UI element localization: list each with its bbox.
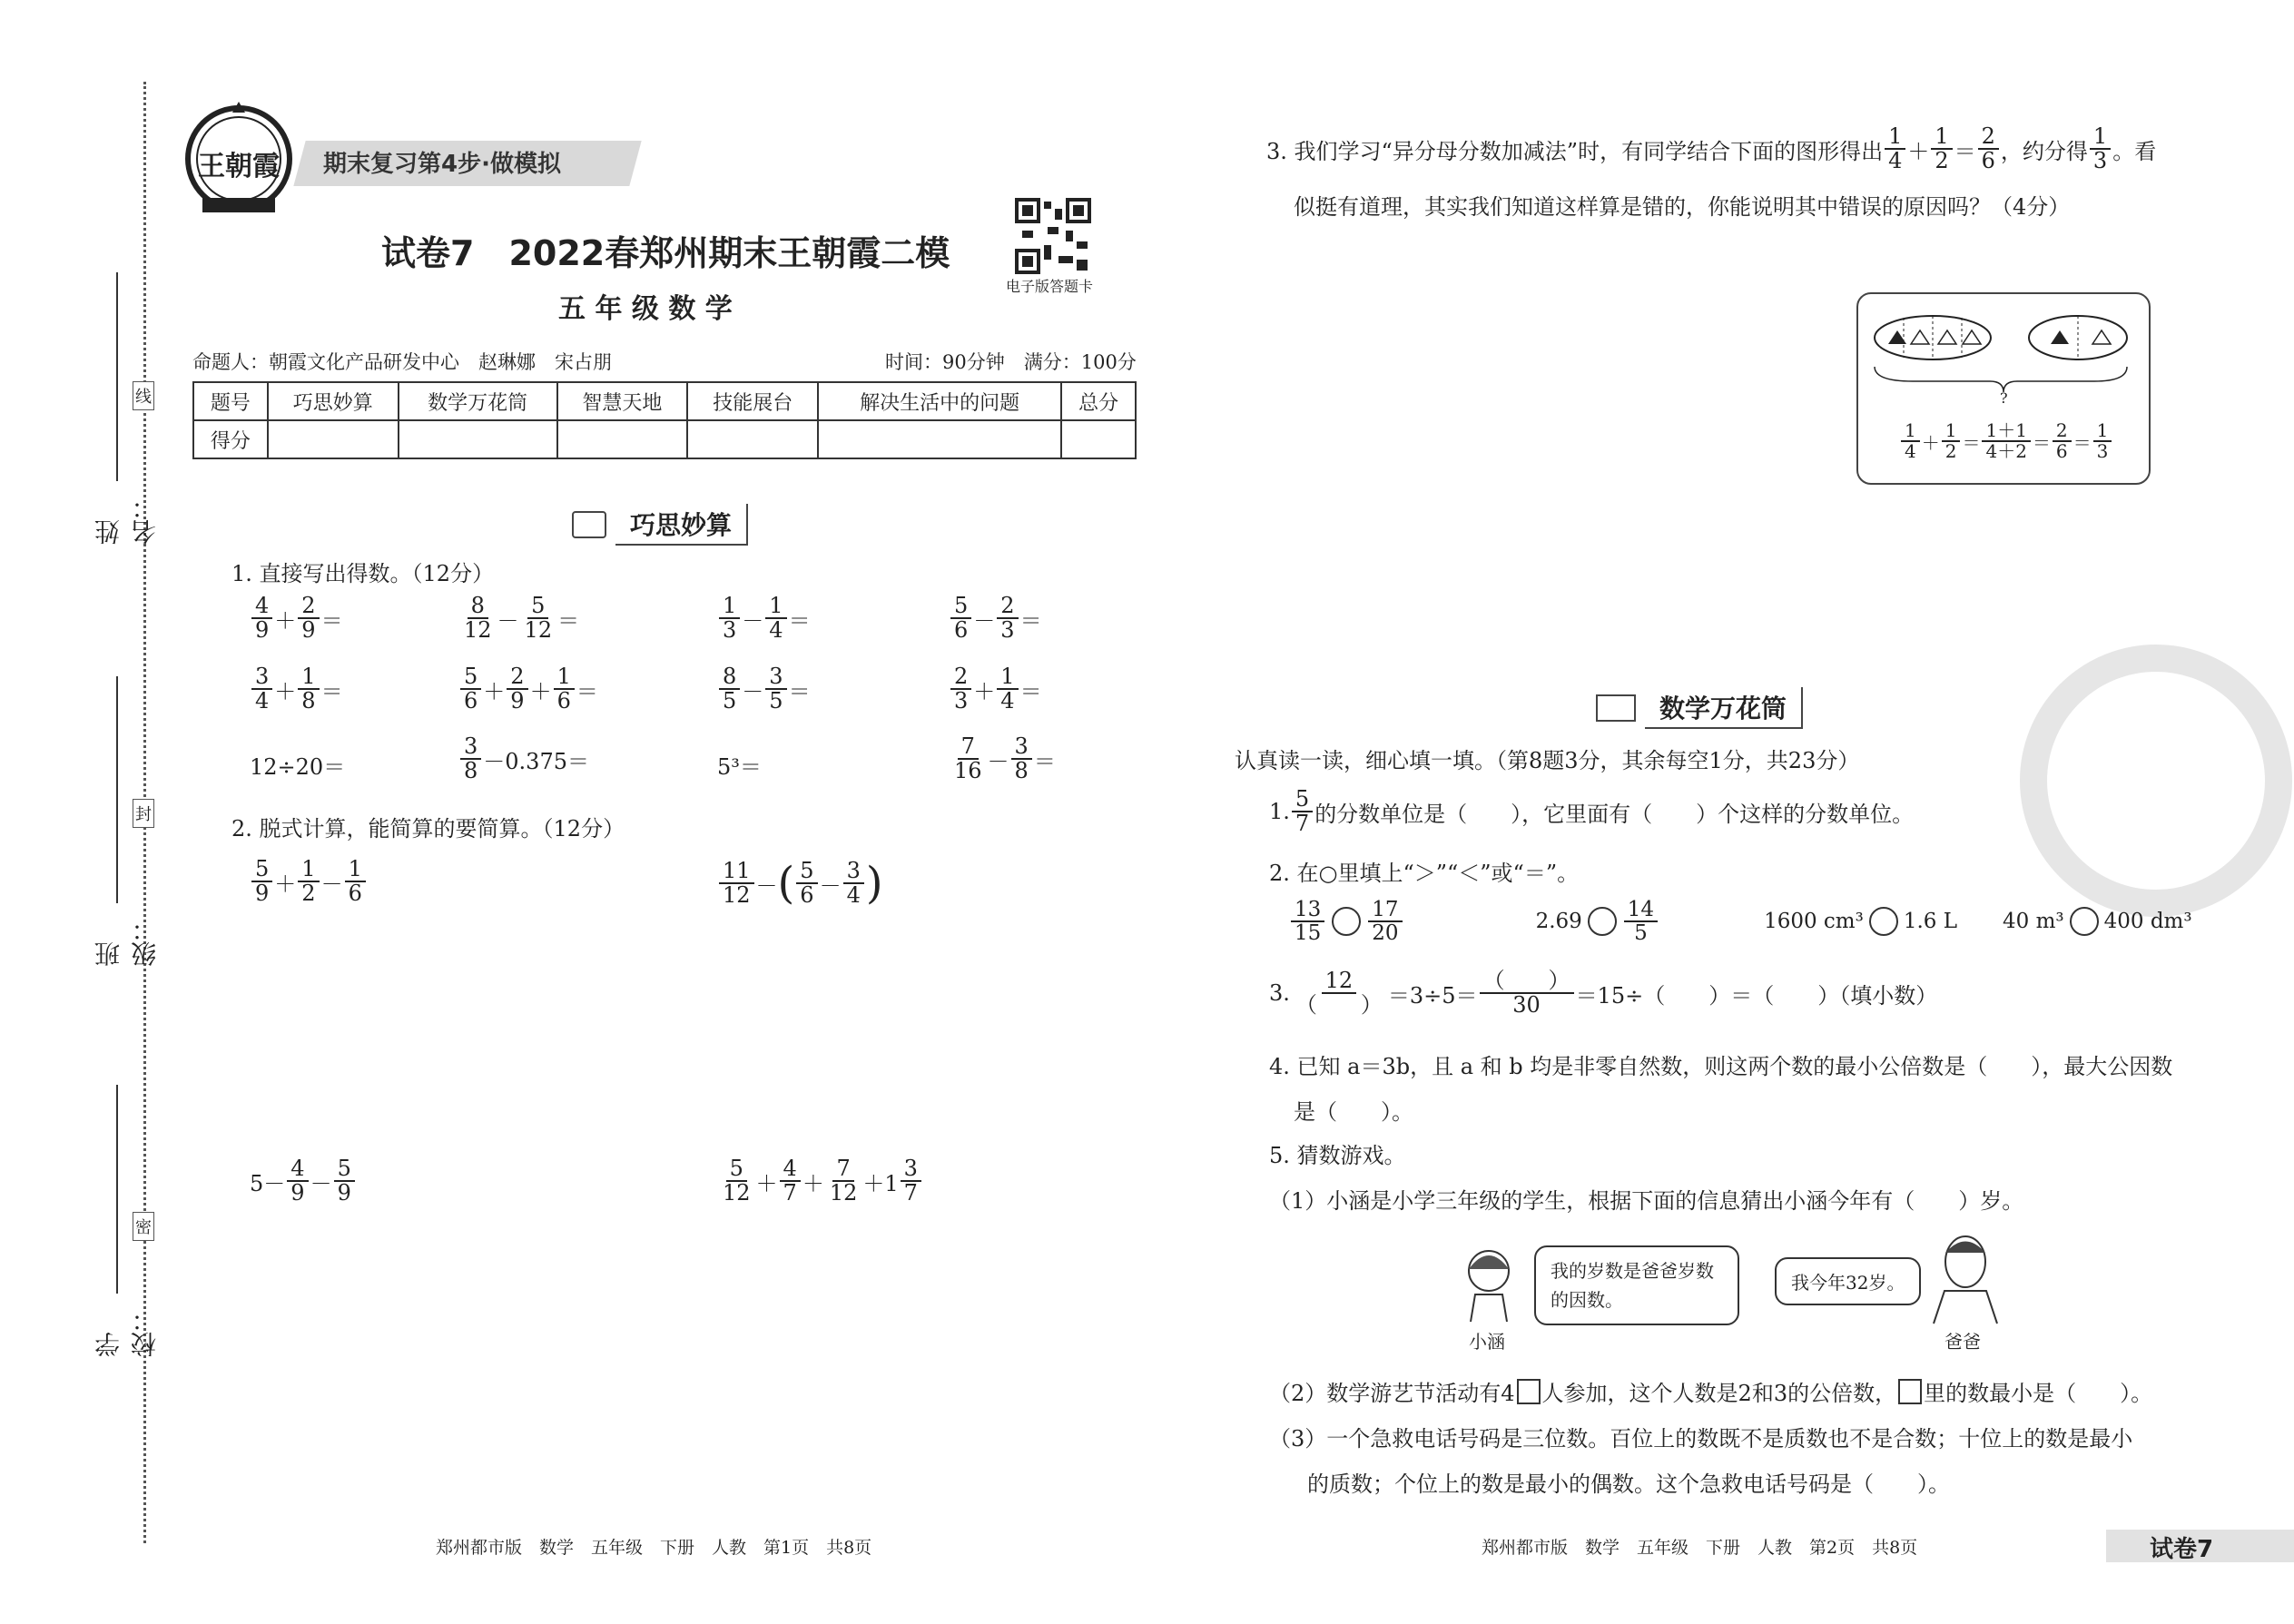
score-cell[interactable] [1061,420,1136,458]
section1-heading [572,504,748,546]
score-header: 题号 [193,382,268,420]
s2-q2: 2. 在○里填上“＞”“＜”或“＝”。 [1269,861,1580,886]
time-score: 时间：90分钟 满分：100分 [885,351,1137,373]
girl-bubble: 我的岁数是爸爸岁数的因数。 [1534,1245,1739,1325]
section2-intro: 认真读一读，细心填一填。（第8题3分，其余每空1分，共23分） [1235,748,1860,773]
s2-q5-2 [1269,1375,2152,1407]
school-field[interactable] [91,1085,160,1357]
class-label: 班级： [94,916,160,967]
calc-item: $\frac{5}{9}$ ＋ $\frac{1}{2}$ － $\frac{1}{6}$ [250,858,368,905]
page-title: 试卷7 2022春郑州期末王朝霞二模 [381,233,950,273]
q3-mid: ，约分得 [2000,138,2088,164]
q2-prompt: 2. 脱式计算，能简算的要简算。（12分） [231,816,625,842]
s2-q5-1: （1）小涵是小学三年级的学生，根据下面的信息猜出小涵今年有（ ）岁。 [1269,1188,2024,1214]
compare-value: 400 dm³ [2103,910,2192,934]
score-header: 数学万花筒 [399,382,557,420]
compare-circle[interactable] [2070,907,2099,936]
score-cell[interactable] [687,420,818,458]
s2-q4-line1: 4. 已知 a＝3b，且 a 和 b 均是非零自然数，则这两个数的最小公倍数是（ ），最大公因数 [1269,1054,2173,1079]
calc-item: $\frac{3}{4}$ ＋ $\frac{1}{8}$ ＝ [250,665,343,713]
score-header: 技能展台 [687,382,818,420]
s2-q3-text: ＝3÷5＝ [1387,982,1478,1009]
section1-title: 巧思妙算 [615,504,748,546]
figure-equation: $\frac{1}{4}$ ＋ $\frac{1}{2}$ ＝ $\frac{1+1}{4+2}$ ＝ $\frac{2}{6}$ ＝ $\frac{1}{3}$ [1899,421,2113,461]
q5-2-c: 里的数最小是（ ）。 [1924,1381,2153,1406]
s2-q3-tail: ＝15÷（ ）＝（ ）（填小数） [1575,982,1938,1009]
score-cell[interactable] [399,420,557,458]
step-label: 期末复习第4步·做模拟 [323,151,561,178]
s2-q5-3-line1: （3）一个急救电话号码是三位数。百位上的数既不是质数也不是合数；十位上的数是最小 [1269,1426,2133,1452]
score-header: 智慧天地 [557,382,688,420]
calc-item: $\frac{4}{9}$ ＋ $\frac{2}{9}$ ＝ [250,595,343,642]
score-cell[interactable] [268,420,399,458]
calc-item: $\frac{8}{12}$ － $\frac{5}{12}$ ＝ [464,593,580,644]
chat-icon [572,511,606,538]
mark-line: 线 [133,381,154,410]
compare-circle[interactable] [1332,907,1361,936]
girl-name: 小涵 [1469,1331,1505,1353]
calc-item: $\frac{1}{3}$ － $\frac{1}{4}$ ＝ [717,595,811,642]
compare-value: 1600 cm³ [1764,910,1864,934]
name-label: 姓名： [94,494,160,545]
calc-item: $\frac{2}{3}$ ＋ $\frac{1}{4}$ ＝ [949,665,1042,713]
compare-circle[interactable] [1588,907,1617,936]
score-table [192,381,1137,459]
score-header: 解决生活中的问题 [818,382,1061,420]
score-header: 总分 [1061,382,1136,420]
footer-tag: 试卷7 [2150,1536,2214,1563]
mark-seal: 封 [133,799,154,828]
calc-item: $\frac{3}{8}$ －0.375＝ [458,735,589,782]
s2-q1: 1. $\frac{5}{7}$ 的分数单位是（ ），它里面有（ ）个这样的分数单位。 [1269,786,1915,837]
blank-box[interactable] [1517,1379,1541,1404]
section2-heading [1596,687,1803,729]
brand-logo [180,100,298,218]
right-q3-line1: 3. 我们学习“异分母分数加减法”时，有同学结合下面的图形得出 $\frac{1}{4}$ ＋ $\frac{1}{2}$ ＝ $\frac{2}{6}$ ，约分得 $\frac{1}{3}$ 。看 [1266,123,2157,174]
qr-code-icon[interactable] [1015,198,1091,274]
s2-q3: 3. $\frac{12}{( )}$ ＝3÷5＝ $\frac{( )}{30}$ ＝15÷（ ）＝（ ）（填小数） [1269,968,1938,1019]
q1-prompt: 1. 直接写出得数。（12分） [231,561,495,586]
score-row-label: 得分 [193,420,268,458]
girl-avatar [1457,1242,1521,1324]
footer-right: 郑州都市版 数学 五年级 下册 人教 第2页 共8页 [1482,1538,1918,1558]
qr-caption: 电子版答题卡 [1006,278,1094,295]
calc-item: $\frac{8}{5}$ － $\frac{3}{5}$ ＝ [717,665,811,713]
page-subtitle: 五 年 级 数 学 [558,293,733,325]
calc-item: $\frac{5}{6}$ － $\frac{2}{3}$ ＝ [949,595,1042,642]
calc-item: $\frac{5}{6}$ ＋ $\frac{2}{9}$ ＋ $\frac{1}{6}$ ＝ [458,665,598,713]
triangle-figure [1856,292,2151,485]
section2-title: 数学万花筒 [1645,687,1803,729]
mark-secret: 密 [133,1212,154,1241]
score-cell[interactable] [818,420,1061,458]
score-header: 巧思妙算 [268,382,399,420]
dad-bubble: 我今年32岁。 [1775,1257,1921,1305]
compare-value: 1.6 L [1903,910,1957,934]
score-cell[interactable] [557,420,688,458]
s2-q5-3-line2: 的质数；个位上的数是最小的偶数。这个急救电话号码是（ ）。 [1307,1471,1950,1497]
calc-item: $\frac{7}{16}$ － $\frac{3}{8}$ ＝ [954,733,1056,784]
calc-item: 5－ $\frac{4}{9}$ － $\frac{5}{9}$ [250,1157,357,1205]
calc-item: 5³＝ [717,754,762,780]
dad-avatar [1925,1225,2006,1325]
s2-q2-items: $\frac{13}{15}$ $\frac{17}{20}$ 2.69 $\frac{14}{5}$ 1600 cm³ 1.6 L 40 m³ 400 dm³ [1289,899,2192,944]
compare-circle[interactable] [1869,907,1898,936]
calc-item: $\frac{11}{12}$ － ( $\frac{5}{6}$ － $\frac{3}{4}$ ) [717,858,883,909]
secret-watermark [2020,645,2292,917]
blank-box[interactable] [1898,1379,1922,1404]
compare-value: 2.69 [1535,910,1582,934]
right-q3-line2: 似挺有道理，其实我们知道这样算是错的，你能说明其中错误的原因吗？（4分） [1294,194,2071,220]
q5-2-a: （2）数学游艺节活动有4 [1269,1381,1515,1406]
authors: 命题人：朝霞文化产品研发中心 赵琳娜 宋占朋 [192,351,612,373]
book-icon [1596,694,1636,722]
school-label-text: 学校： [94,1306,160,1357]
brand-name: 王朝霞 [198,151,280,182]
q5-2-b: 人参加，这个人数是2和3的公倍数， [1541,1381,1897,1406]
name-field[interactable] [91,272,160,545]
s2-q4-line2: 是（ ）。 [1294,1099,1413,1125]
dad-name: 爸爸 [1944,1331,1981,1353]
footer-left: 郑州都市版 数学 五年级 下册 人教 第1页 共8页 [436,1538,872,1558]
calc-item: 12÷20＝ [250,754,346,780]
calc-item: $\frac{5}{12}$ ＋ $\frac{4}{7}$ ＋ $\frac{7}{12}$ ＋1 $\frac{3}{7}$ [717,1157,923,1205]
q3-text: 3. 我们学习“异分母分数加减法”时，有同学结合下面的图形得出 [1266,138,1884,164]
s2-q1-text: 的分数单位是（ ），它里面有（ ）个这样的分数单位。 [1314,801,1915,827]
q3-end: 。看 [2112,138,2157,164]
s2-q5: 5. 猜数游戏。 [1269,1143,1406,1168]
class-field[interactable] [91,676,160,967]
compare-value: 40 m³ [2003,910,2064,934]
q1-items [250,595,1067,803]
svg-text:?: ? [2000,389,2008,403]
